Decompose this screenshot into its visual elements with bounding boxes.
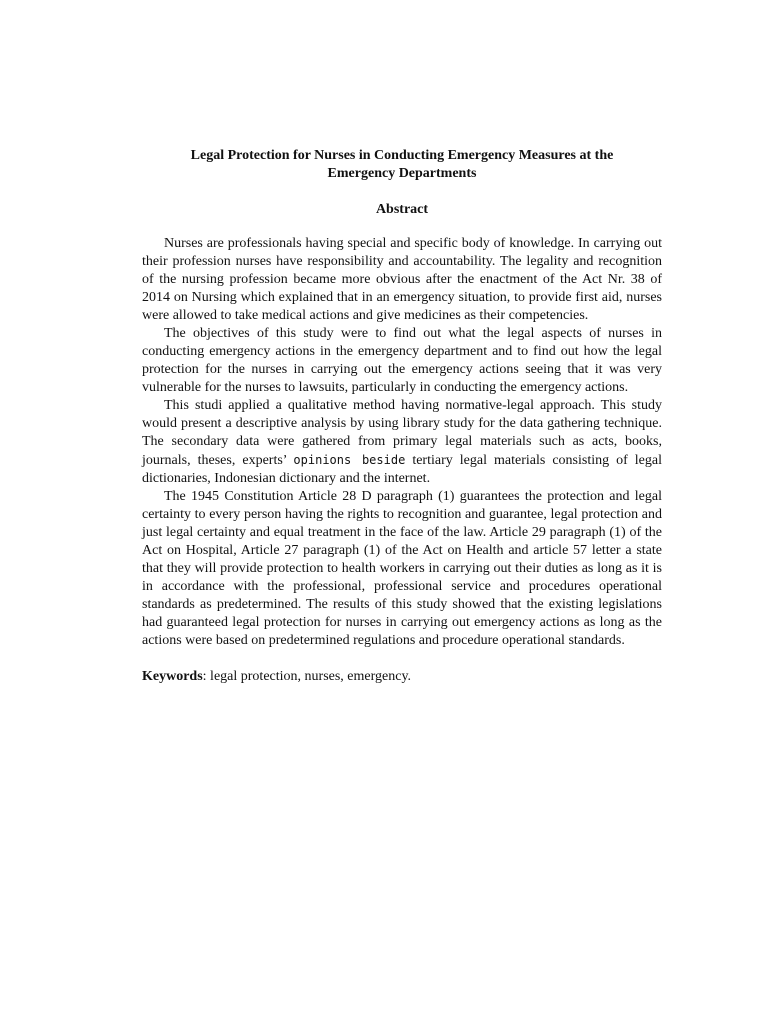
abstract-paragraph-3 <box>142 397 662 488</box>
keywords-line <box>142 668 662 686</box>
document-title <box>142 147 662 183</box>
abstract-heading: Abstract <box>375 202 429 217</box>
abstract-paragraph-4: The 1945 Constitution Article 28 D paragraph (1) guarantees the protection and legal certainty to every person having the rights to recognition and guarantee, legal protection and just legal certainty and equal treatment in the face of the law. Article 29 paragraph (1) of the Act on Hospital, Article 27 paragraph (1) of the Act on Health and article 57 letter a state that they will provide protection to health workers in carrying out their duties as long as it is in accordance with the professional, professional service and procedures operational standards as predetermined. The results of this study showed that the existing legislations had guaranteed legal protection for nurses in carrying out emergency actions as long as the actions were based on predetermined regulations and procedure operational standards. <box>142 489 662 648</box>
keywords-label: Keywords <box>142 669 203 684</box>
document-page <box>142 147 662 686</box>
title-line-1: Legal Protection for Nurses in Conducting Emergency Measures at the <box>190 148 614 163</box>
paragraph-3-part-1: This studi applied a qualitative method having normative-legal approach. This study would present a descriptive analysis by using library study for the data gathering technique. The secondary data were gathered from primary legal materials such as acts, books, journals, theses, experts’ <box>142 398 662 468</box>
title-line-2: Emergency Departments <box>327 166 477 181</box>
paragraph-3-part-2: tertiary legal materials consisting of legal dictionaries, Indonesian dictionary and the internet. <box>142 453 662 486</box>
keywords-text: : legal protection, nurses, emergency. <box>202 669 412 684</box>
abstract-body <box>142 235 662 650</box>
abstract-paragraph-2: The objectives of this study were to find out what the legal aspects of nurses in conducting emergency actions in the emergency department and to find out how the legal protection for the nurses in carrying out the emergency actions seeing that it was very vulnerable for the nurses to lawsuits, particularly in conducting the emergency actions. <box>142 326 662 395</box>
abstract-paragraph-1: Nurses are professionals having special and specific body of knowledge. In carrying out their profession nurses have responsibility and accountability. The legality and recognition of the nursing profession became more obvious after the enactment of the Act Nr. 38 of 2014 on Nursing which explained that in an emergency situation, to provide first aid, nurses were allowed to take medical actions and give medicines as their competencies. <box>142 236 662 323</box>
paragraph-3-mono-phrase: opinions beside <box>293 453 406 467</box>
